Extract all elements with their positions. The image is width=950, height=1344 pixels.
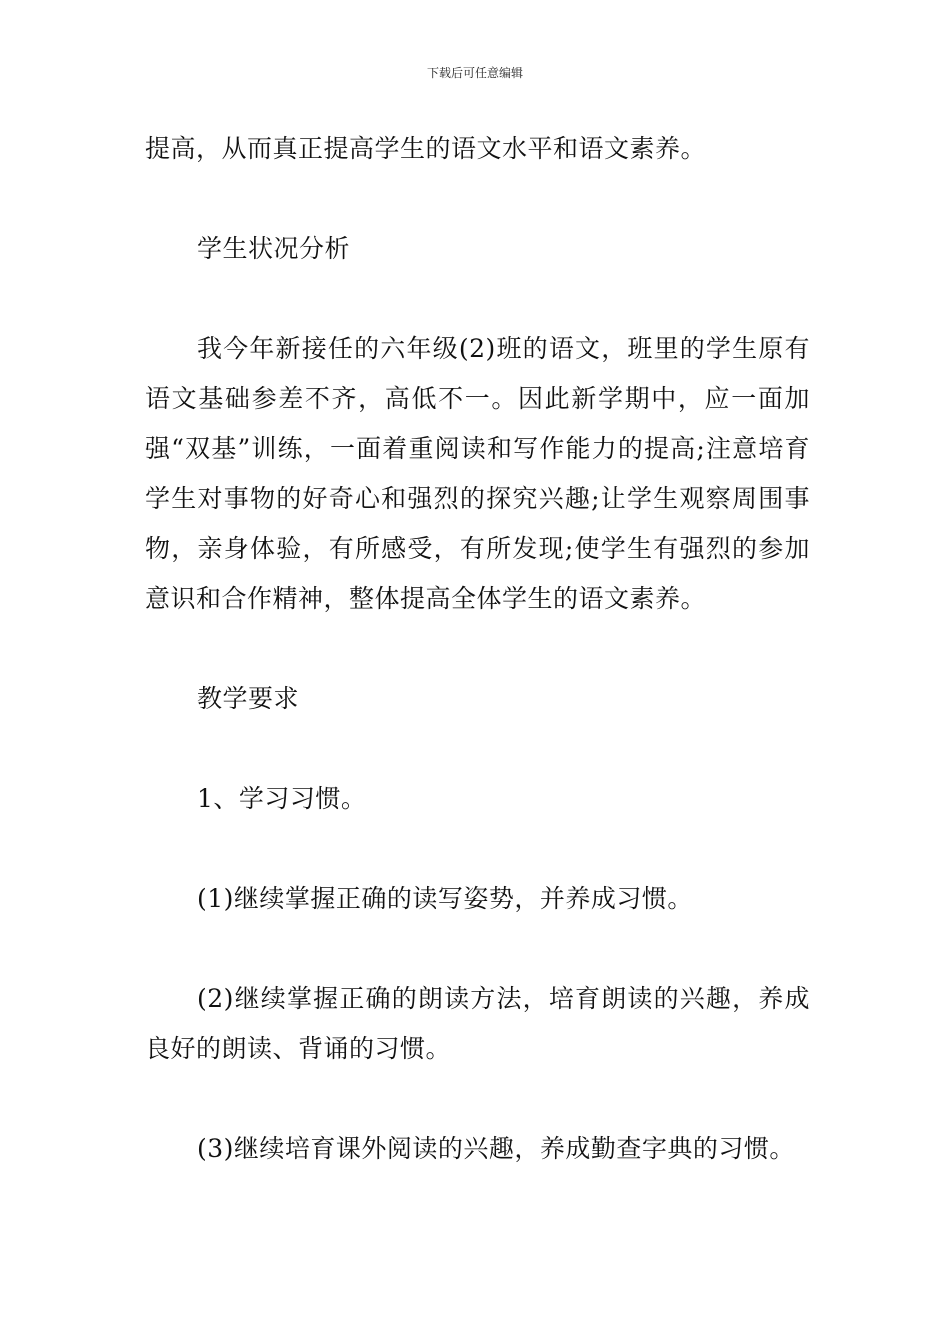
section-heading-student-analysis: 学生状况分析	[197, 234, 351, 263]
list-subitem-2: (2)继续掌握正确的朗读方法，培育朗读的兴趣，养成良好的朗读、背诵的习惯。	[145, 984, 810, 1063]
list-subitem-3: (3)继续培育课外阅读的兴趣，养成勤查字典的习惯。	[197, 1134, 795, 1163]
section-heading-teaching-requirements: 教学要求	[197, 684, 300, 713]
paragraph-continuation: 提高，从而真正提高学生的语文水平和语文素养。	[145, 134, 707, 163]
paragraph-student-analysis: 我今年新接任的六年级(2)班的语文，班里的学生原有语文基础参差不齐，高低不一。因此新学期中，应一面加强“双基”训练，一面着重阅读和写作能力的提高;注意培育学生对事物的好奇心和强烈的探究兴趣;让学生观察周围事物，亲身体验，有所感受，有所发现;使学生有强烈的参加意识和合作精神，整体提高全体学生的语文素养。	[145, 334, 810, 613]
document-body	[145, 124, 810, 1224]
page-header: 下载后可任意编辑	[426, 66, 523, 80]
list-item-study-habits: 1、学习习惯。	[197, 784, 367, 813]
list-subitem-1: (1)继续掌握正确的读写姿势，并养成习惯。	[197, 884, 693, 913]
